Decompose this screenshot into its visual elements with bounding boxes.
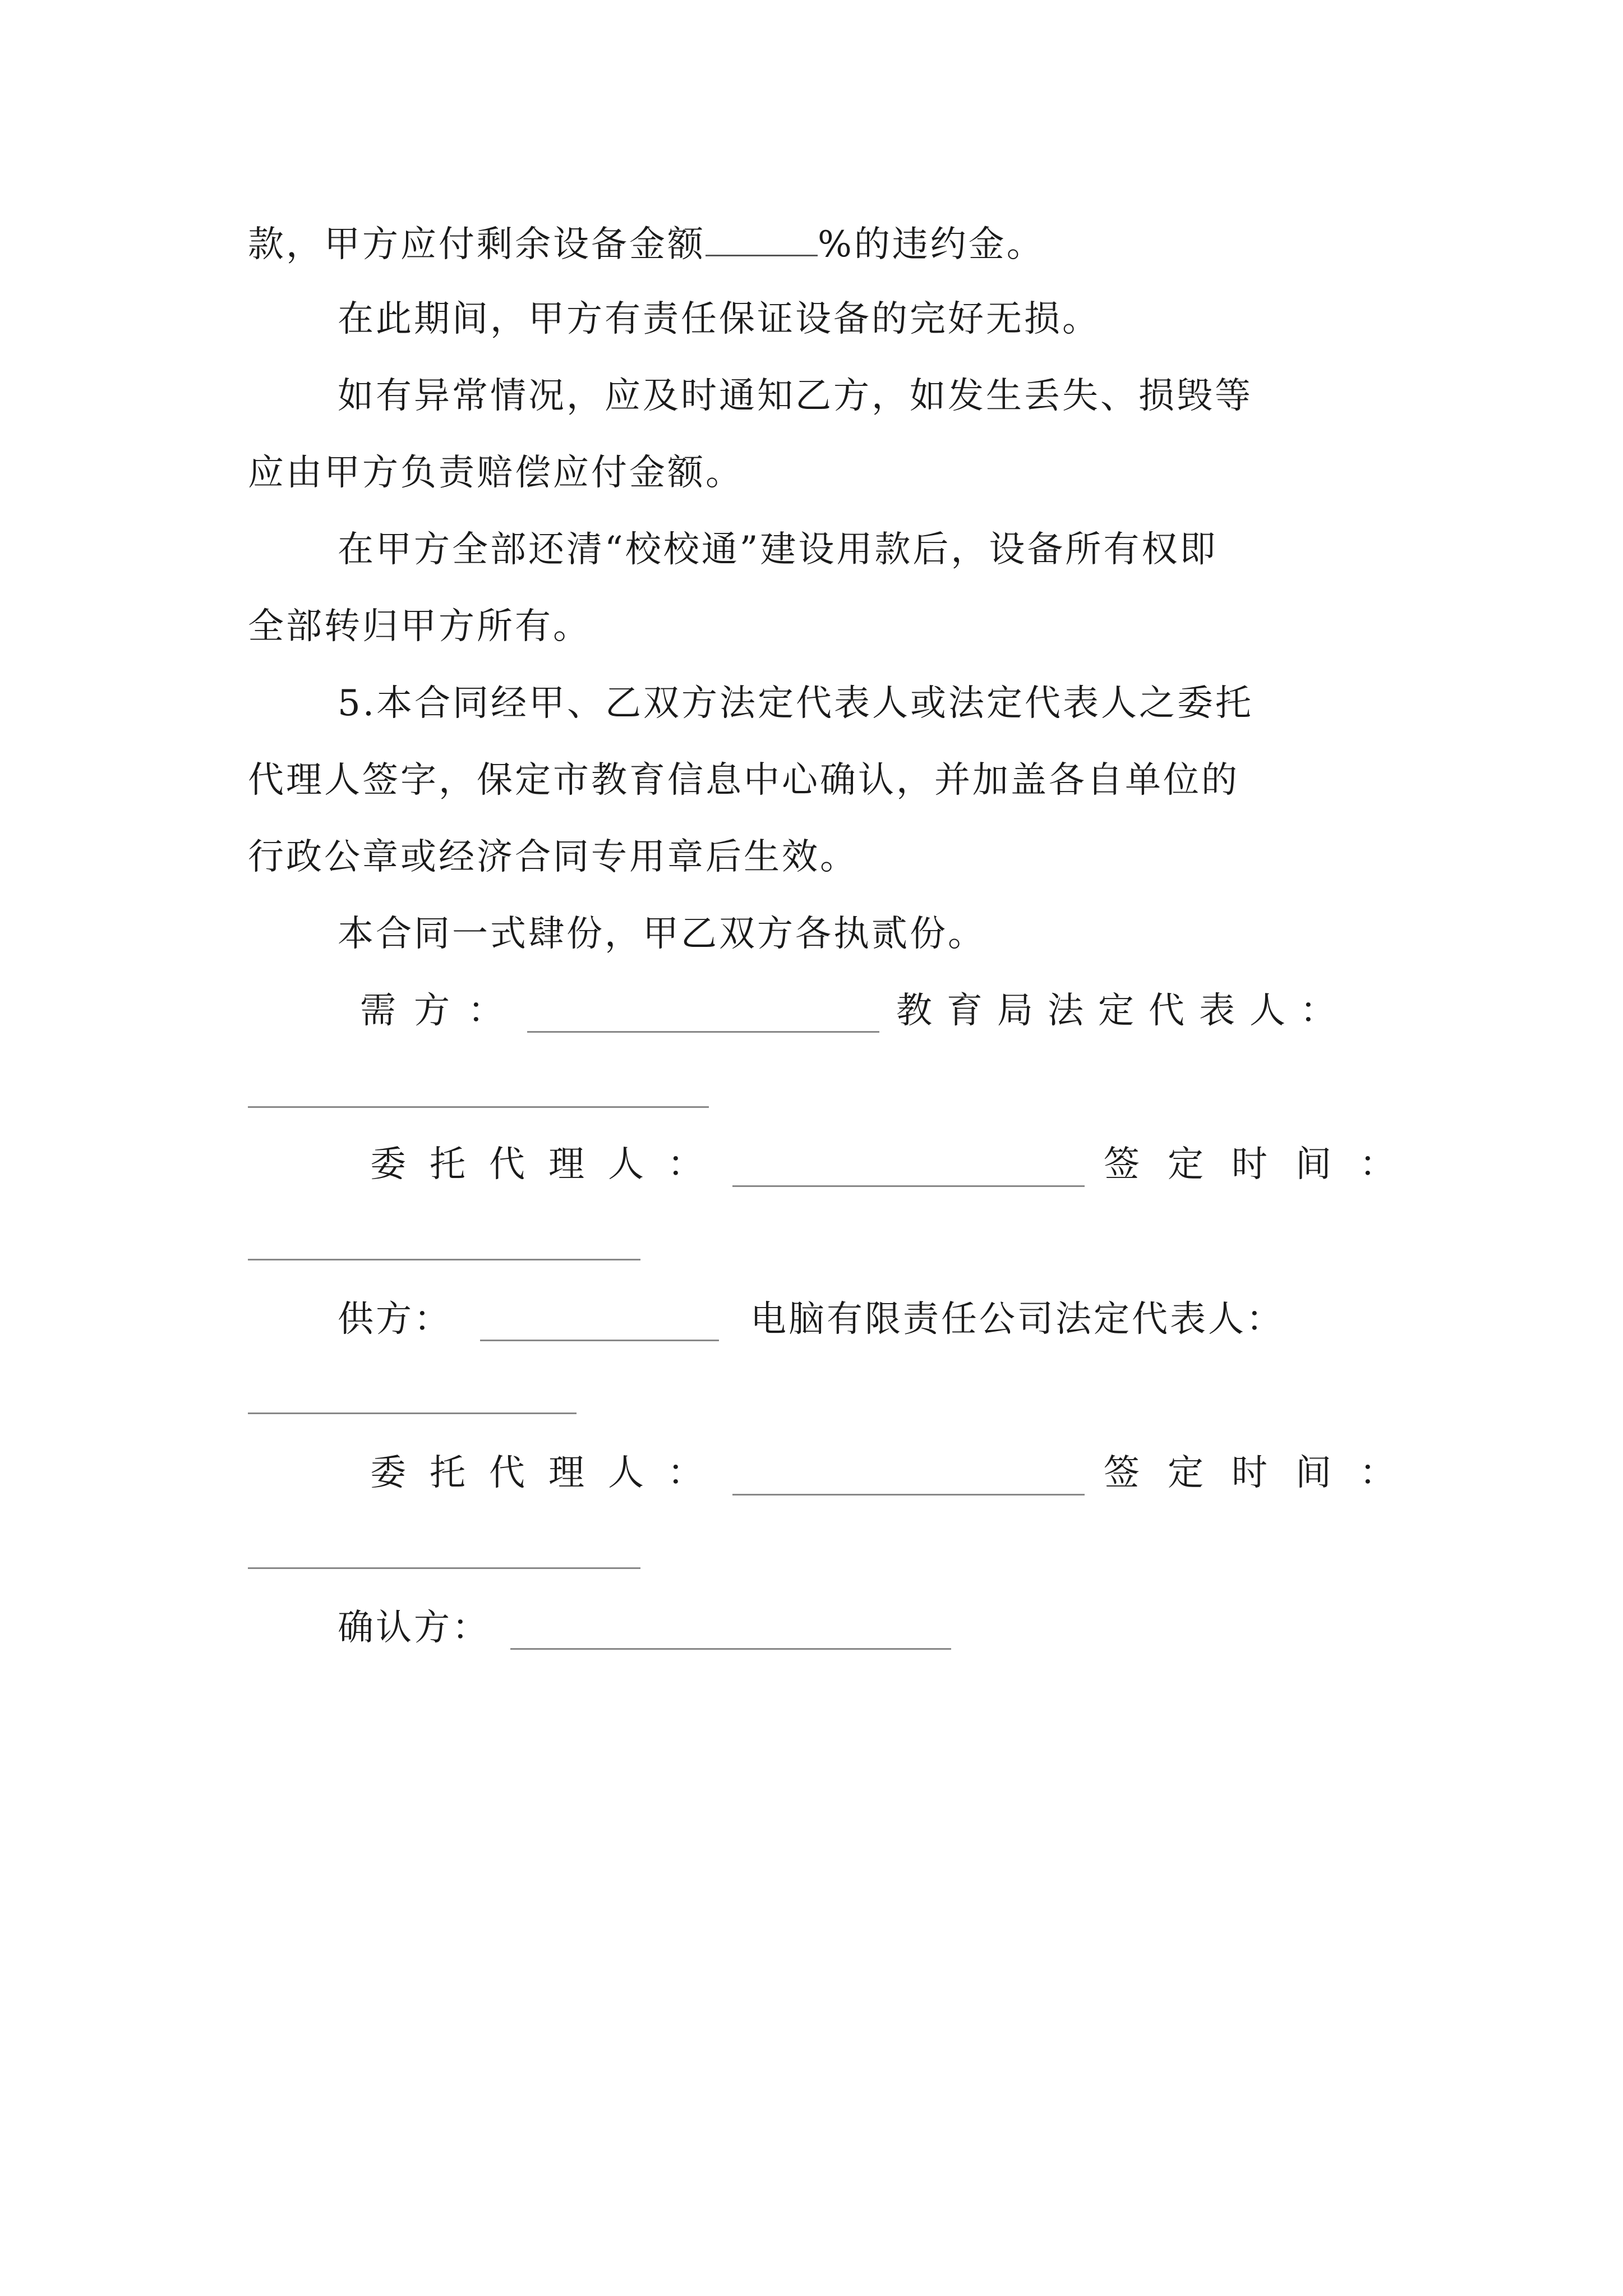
- paragraph-copies: 本合同一式肆份，甲乙双方各执贰份。: [338, 913, 986, 955]
- confirm-party-label: 确认方：: [338, 1607, 490, 1649]
- supply-representative-label: 电脑有限责任公司法定代表人：: [750, 1299, 1284, 1340]
- paragraph-effective-line-1: 5.本合同经甲、乙双方法定代表人或法定代表人之委托: [338, 683, 1254, 724]
- agent1-signature-line[interactable]: [732, 1185, 1085, 1187]
- supply-representative-signature-line[interactable]: [248, 1412, 577, 1414]
- supply-party-label: 供方：: [338, 1299, 452, 1340]
- confirm-party-signature-line[interactable]: [510, 1648, 951, 1650]
- demand-representative-label: 教育局法定代表人：: [896, 990, 1350, 1032]
- paragraph-loss-line-2: 应由甲方负责赔偿应付金额。: [248, 452, 744, 494]
- paragraph-ownership-line-1: 在甲方全部还清“校校通”建设用款后，设备所有权即: [338, 529, 1218, 570]
- penalty-text: 款，甲方应付剩余设备金额: [248, 224, 706, 265]
- date2-label: 签定时间：: [1104, 1452, 1423, 1494]
- agent2-label: 委托代理人：: [370, 1452, 727, 1494]
- demand-party-label: 需方：: [360, 990, 522, 1032]
- demand-party-signature-line[interactable]: [527, 1031, 879, 1033]
- demand-representative-signature-line[interactable]: [248, 1106, 709, 1108]
- penalty-text-end: %的违约金。: [818, 224, 1045, 265]
- paragraph-loss-line-1: 如有异常情况，应及时通知乙方，如发生丢失、损毁等: [338, 375, 1253, 417]
- supply-party-signature-line[interactable]: [480, 1340, 719, 1341]
- paragraph-effective-line-3: 行政公章或经济合同专用章后生效。: [248, 836, 858, 878]
- paragraph-ownership-line-2: 全部转归甲方所有。: [248, 606, 591, 647]
- agent1-label: 委托代理人：: [370, 1144, 727, 1185]
- date1-label: 签定时间：: [1104, 1144, 1423, 1185]
- date2-signature-line[interactable]: [248, 1567, 640, 1569]
- agent2-signature-line[interactable]: [732, 1494, 1085, 1496]
- date1-signature-line[interactable]: [248, 1259, 640, 1260]
- penalty-percent-blank: [706, 220, 818, 256]
- paragraph-penalty: [248, 220, 1045, 267]
- paragraph-effective-line-2: 代理人签字，保定市教育信息中心确认，并加盖各自单位的: [248, 760, 1239, 801]
- paragraph-maintenance: 在此期间，甲方有责任保证设备的完好无损。: [338, 298, 1100, 340]
